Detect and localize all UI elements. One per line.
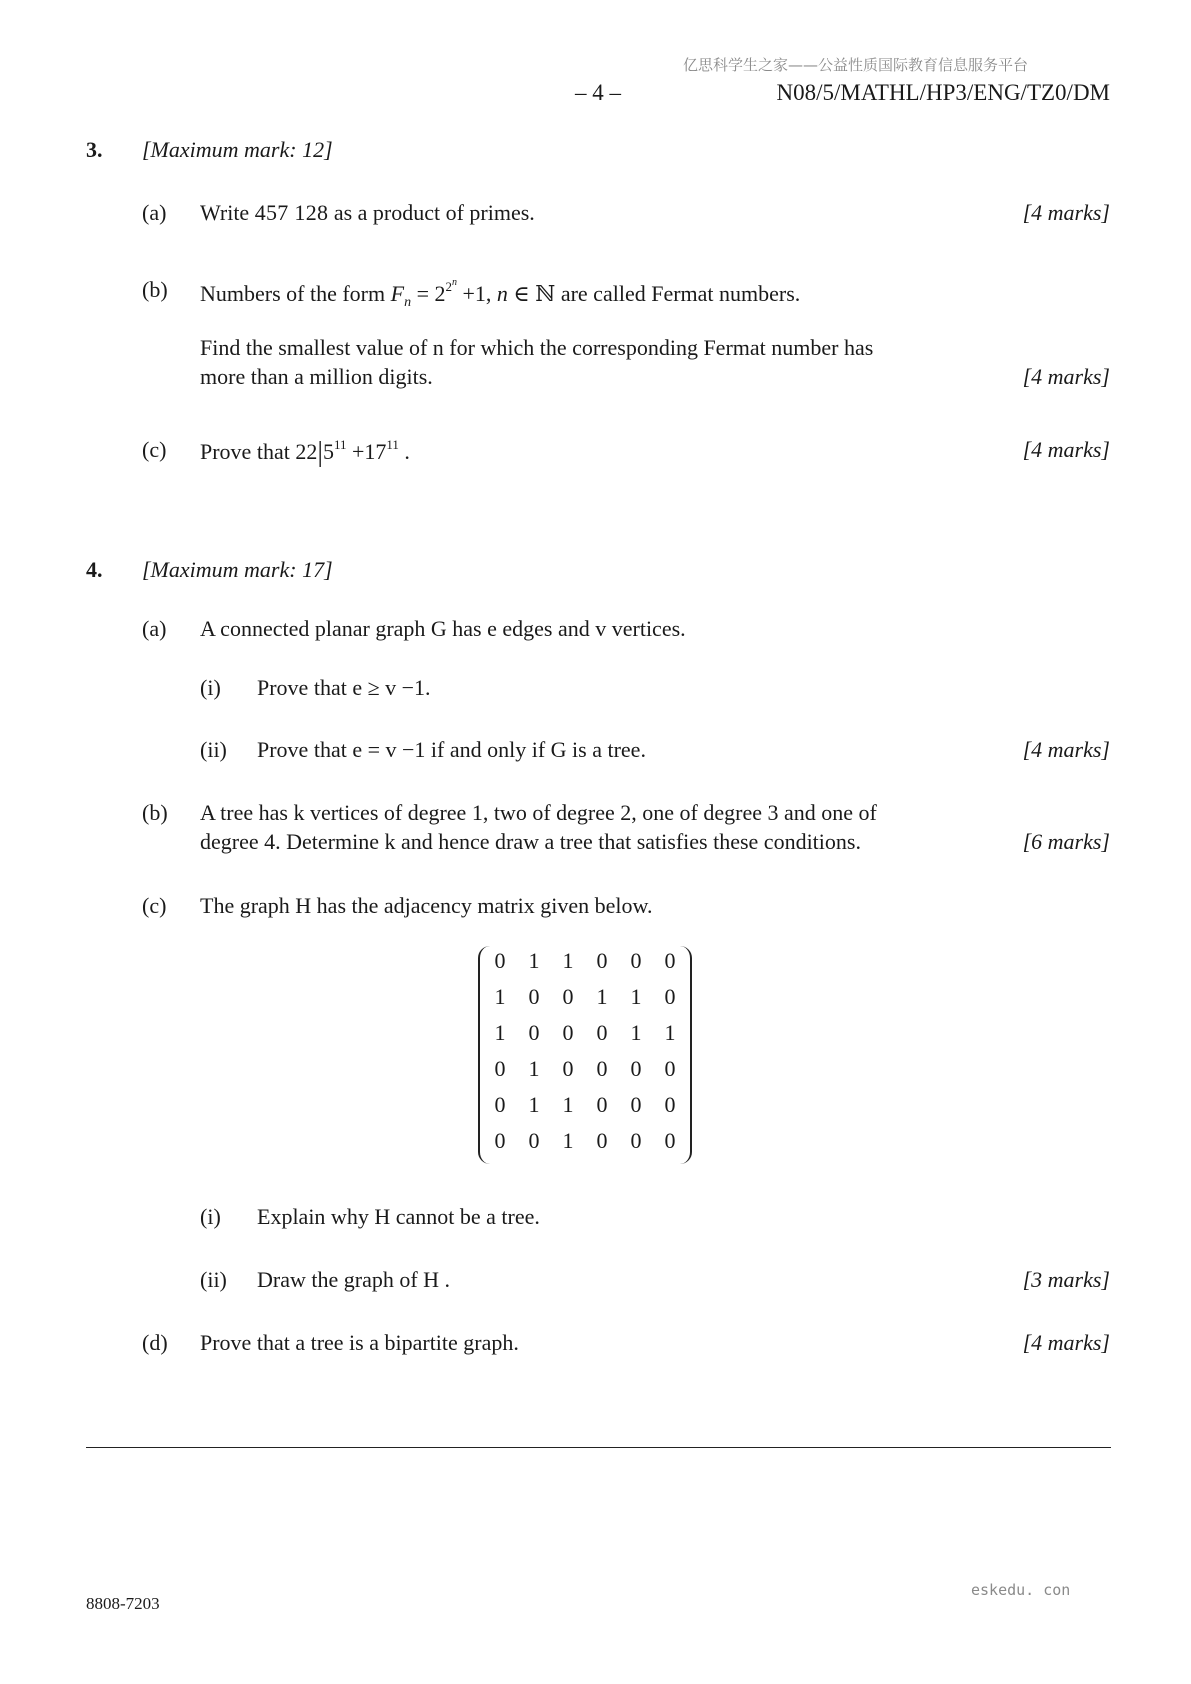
matrix-row (478, 1020, 692, 1056)
q3a-marks: [4 marks] (1022, 200, 1110, 225)
q4d-marks: [4 marks] (1022, 1330, 1110, 1355)
matrix-cell: 0 (562, 984, 574, 1009)
page-number: – 4 – (575, 80, 621, 105)
matrix-cell: 0 (596, 948, 608, 973)
q3a-label: (a) (142, 200, 167, 225)
matrix-cell: 0 (562, 1056, 574, 1081)
watermark-top: 亿思科学生之家——公益性质国际教育信息服务平台 (683, 56, 1029, 74)
q4c-label: (c) (142, 893, 167, 918)
matrix-cell: 1 (528, 1056, 540, 1081)
matrix-cell: 0 (630, 1056, 642, 1081)
q4b-line1: A tree has k vertices of degree 1, two of degree 2, one of degree 3 and one of (200, 800, 877, 825)
question-3-number: 3. (86, 137, 103, 162)
matrix-cell: 1 (630, 984, 642, 1009)
q4c-ii-label: (ii) (200, 1267, 227, 1292)
matrix-cell: 0 (562, 1020, 574, 1045)
watermark-bottom: eskedu. con (971, 1581, 1071, 1599)
matrix-cell: 1 (596, 984, 608, 1009)
q4b-marks: [6 marks] (1022, 829, 1110, 854)
matrix-row (478, 1056, 692, 1092)
matrix-cell: 1 (528, 948, 540, 973)
matrix-cell: 1 (562, 1092, 574, 1117)
matrix-cell: 1 (664, 1020, 676, 1045)
bottom-rule (86, 1447, 1111, 1448)
matrix-cell: 0 (664, 1128, 676, 1153)
matrix-row (478, 1128, 692, 1164)
question-4-number: 4. (86, 557, 103, 582)
matrix-cell: 1 (528, 1092, 540, 1117)
matrix-cell: 0 (494, 1056, 506, 1081)
q4a-ii-label: (ii) (200, 737, 227, 762)
matrix-cell: 0 (494, 1128, 506, 1153)
footer-code: 8808-7203 (86, 1594, 160, 1613)
q3b-line2: Find the smallest value of n for which the corresponding Fermat number has (200, 335, 874, 360)
matrix-row (478, 1092, 692, 1128)
matrix-row (478, 984, 692, 1020)
q4c-ii-text: Draw the graph of H . (257, 1267, 451, 1292)
matrix-cell: 0 (664, 984, 676, 1009)
matrix-cell: 0 (494, 948, 506, 973)
matrix-cell: 1 (494, 1020, 506, 1045)
paper-code: N08/5/MATHL/HP3/ENG/TZ0/DM (776, 80, 1110, 105)
matrix-cell: 0 (494, 1092, 506, 1117)
q3b-line1: Numbers of the form $F_n = 2^{2n} +1$, n ∈ ℕ are called Fermat numbers. (200, 277, 801, 310)
question-3-max-mark: [Maximum mark: 12] (142, 137, 333, 162)
question-4-max-mark: [Maximum mark: 17] (142, 557, 333, 582)
q4c-text: The graph H has the adjacency matrix given below. (200, 893, 653, 918)
q4d-label: (d) (142, 1330, 168, 1355)
adjacency-matrix (478, 946, 692, 1164)
matrix-cell: 0 (528, 1128, 540, 1153)
q4c-i-label: (i) (200, 1204, 221, 1229)
q4b-label: (b) (142, 800, 168, 825)
matrix-cell: 1 (494, 984, 506, 1009)
q4a-ii-text: Prove that e = v −1 if and only if G is a tree. (257, 737, 646, 762)
q4a-marks: [4 marks] (1022, 737, 1110, 762)
matrix-cell: 0 (630, 1128, 642, 1153)
matrix-cell: 0 (664, 1092, 676, 1117)
q4d-text: Prove that a tree is a bipartite graph. (200, 1330, 519, 1355)
matrix-cell: 0 (596, 1020, 608, 1045)
q4a-label: (a) (142, 616, 167, 641)
matrix-cell: 0 (664, 1056, 676, 1081)
matrix-cell: 0 (596, 1056, 608, 1081)
matrix-cell: 0 (528, 984, 540, 1009)
q3b-marks: [4 marks] (1022, 364, 1110, 389)
q3a-text: Write 457 128 as a product of primes. (200, 200, 535, 225)
q4c-i-text: Explain why H cannot be a tree. (257, 1204, 540, 1229)
q3c-text: Prove that $22|5^{11} +17^{11}$ . (200, 437, 410, 468)
matrix-cell: 1 (562, 948, 574, 973)
matrix-cell: 0 (528, 1020, 540, 1045)
matrix-cell: 0 (596, 1092, 608, 1117)
q4a-text: A connected planar graph G has e edges and v vertices. (200, 616, 686, 641)
q4c-marks: [3 marks] (1022, 1267, 1110, 1292)
matrix-cell: 0 (664, 948, 676, 973)
q4a-i-text: Prove that e ≥ v −1. (257, 675, 431, 700)
q4a-i-label: (i) (200, 675, 221, 700)
q3b-line3: more than a million digits. (200, 364, 433, 389)
matrix-row (478, 948, 692, 984)
matrix-cell: 0 (630, 1092, 642, 1117)
matrix-cell: 1 (562, 1128, 574, 1153)
matrix-cell: 0 (630, 948, 642, 973)
q3b-label: (b) (142, 277, 168, 302)
q3c-label: (c) (142, 437, 167, 462)
matrix-cell: 0 (596, 1128, 608, 1153)
q4b-line2: degree 4. Determine k and hence draw a tree that satisfies these conditions. (200, 829, 861, 854)
q3c-marks: [4 marks] (1022, 437, 1110, 462)
matrix-cell: 1 (630, 1020, 642, 1045)
